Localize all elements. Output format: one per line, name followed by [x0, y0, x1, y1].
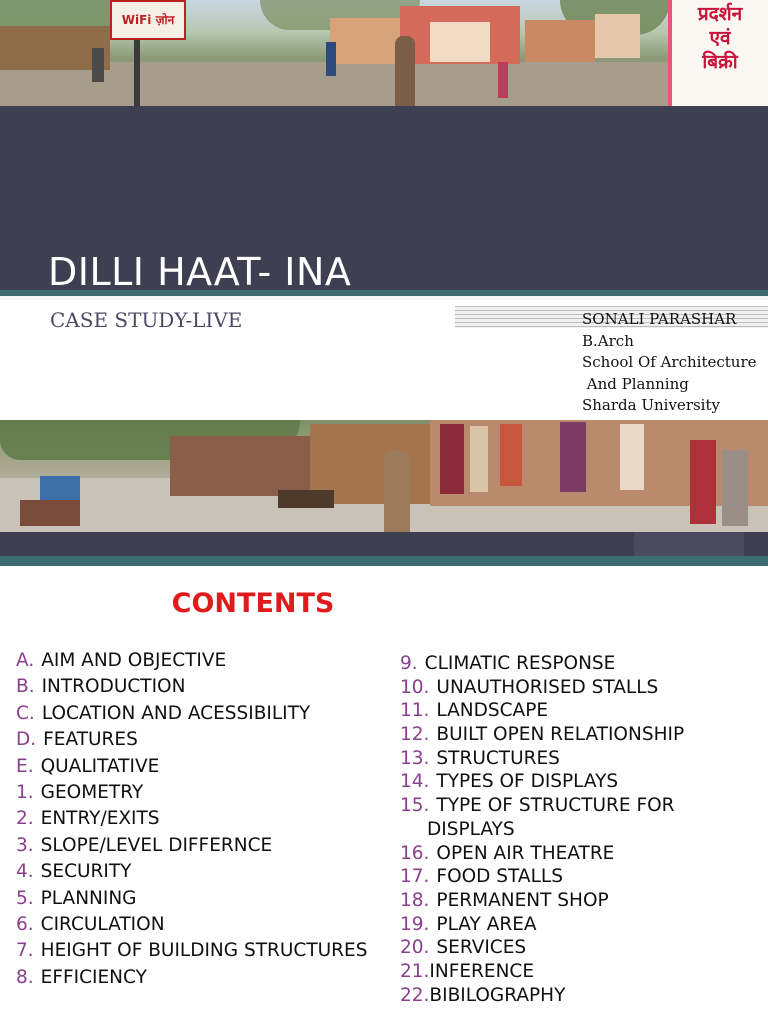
list-item: 3. SLOPE/LEVEL DIFFERNCE [16, 834, 273, 856]
list-item: 19. PLAY AREA [400, 913, 537, 935]
top-photo-market-entrance [0, 0, 768, 106]
teal-stripe-bottom [0, 556, 768, 566]
list-item: B. INTRODUCTION [16, 676, 186, 698]
contents-heading: CONTENTS [171, 588, 335, 619]
list-item: 9. CLIMATIC RESPONSE [400, 653, 616, 674]
list-item: 8. EFFICIENCY [16, 966, 147, 988]
list-item: E. QUALITATIVE [16, 755, 160, 777]
exhibition-sale-banner: प्रदर्शन एवं बिक्री [668, 0, 768, 106]
bottom-band [0, 532, 768, 556]
list-item-continuation: DISPLAYS [427, 818, 515, 840]
wifi-zone-sign: WiFi ज़ोन [110, 0, 186, 40]
list-item: 2. ENTRY/EXITS [16, 808, 160, 830]
author-info [582, 309, 757, 417]
list-item: 11. LANDSCAPE [400, 700, 549, 722]
list-item: 22.BIBILOGRAPHY [400, 984, 566, 1006]
author-degree: B.Arch [582, 331, 634, 350]
author-university: Sharda University [582, 396, 720, 415]
list-item: A. AIM AND OBJECTIVE [16, 650, 227, 671]
white-stripe [0, 296, 768, 300]
list-item: 5. PLANNING [16, 887, 137, 909]
list-item: D. FEATURES [16, 729, 138, 751]
slide-title: DILLI HAAT- INA [48, 250, 352, 294]
list-item: C. LOCATION AND ACESSIBILITY [16, 702, 311, 724]
list-item: 7. HEIGHT OF BUILDING STRUCTURES [16, 940, 368, 962]
slide-subtitle: CASE STUDY-LIVE [50, 308, 243, 332]
band-tile [634, 532, 744, 556]
list-item: 20. SERVICES [400, 937, 527, 959]
list-item: 12. BUILT OPEN RELATIONSHIP [400, 724, 685, 746]
contents-right-column [400, 652, 684, 1007]
contents-left-column [16, 648, 367, 991]
list-item: 10. UNAUTHORISED STALLS [400, 676, 659, 698]
author-name: SONALI PARASHAR [582, 310, 737, 328]
list-item: 21.INFERENCE [400, 960, 535, 982]
list-item: 13. STRUCTURES [400, 747, 560, 769]
author-school-cont: And Planning [582, 374, 689, 393]
bottom-photo-market-stalls [0, 420, 768, 532]
list-item: 4. SECURITY [16, 861, 132, 883]
list-item: 15. TYPE OF STRUCTURE FOR [400, 795, 675, 817]
list-item: 18. PERMANENT SHOP [400, 889, 609, 911]
author-school: School Of Architecture [582, 353, 757, 372]
list-item: 6. CIRCULATION [16, 913, 165, 935]
list-item: 16. OPEN AIR THEATRE [400, 842, 615, 864]
list-item: 1. GEOMETRY [16, 781, 144, 803]
list-item: 14. TYPES OF DISPLAYS [400, 771, 619, 793]
list-item: 17. FOOD STALLS [400, 866, 563, 888]
